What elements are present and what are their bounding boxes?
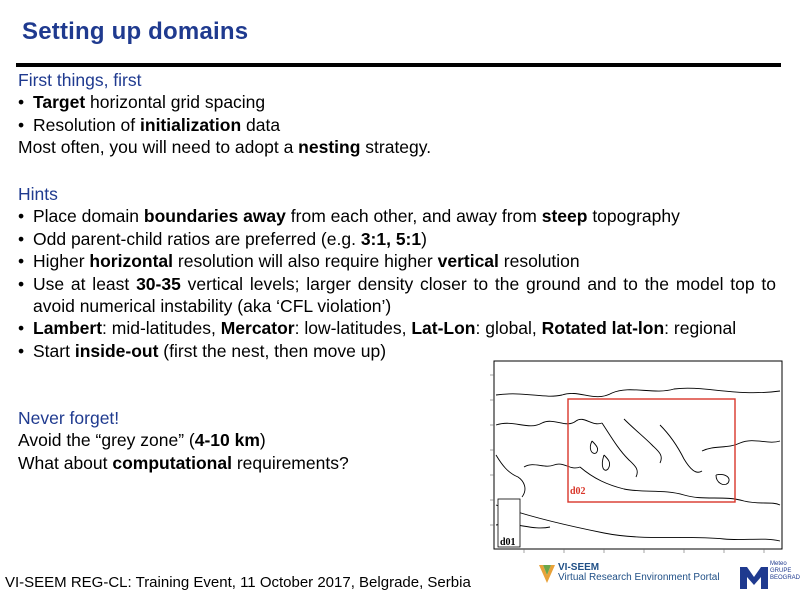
text: Most often, you will need to adopt a xyxy=(18,137,299,158)
bold-text: Mercator xyxy=(220,318,295,339)
bold-text: Rotated lat-lon xyxy=(541,318,665,339)
bold-text: initialization xyxy=(140,114,242,135)
bold-text: computational xyxy=(112,452,232,473)
text: data xyxy=(241,114,281,135)
footer-text: VI-SEEM REG-CL: Training Event, 11 October 2017, Belgrade, Serbia xyxy=(5,574,471,591)
text: vertical levels; larger density closer to the ground and to the model top to avoid numerical instability (aka ‘CFL violation’) xyxy=(33,273,776,317)
list-item xyxy=(18,250,776,272)
section-first-things xyxy=(18,69,638,159)
paragraph xyxy=(18,452,498,474)
bold-text: Lambert xyxy=(33,318,103,339)
list-item xyxy=(18,205,776,227)
text: Use at least xyxy=(33,273,137,294)
meteo-line: Meteo xyxy=(770,561,787,567)
meteo-text xyxy=(770,561,800,582)
paragraph xyxy=(18,136,638,158)
meteo-line: BEOGRAD xyxy=(770,575,800,581)
list-item xyxy=(18,317,776,339)
text: strategy. xyxy=(360,137,432,158)
text: (first the nest, then move up) xyxy=(158,340,387,361)
text: Place domain xyxy=(33,206,144,227)
logo-title: VI-SEEM xyxy=(558,562,600,573)
bold-text: inside-out xyxy=(74,340,159,361)
bold-text: 3:1, 5:1 xyxy=(360,228,422,249)
bold-text: nesting xyxy=(298,137,361,158)
text: requirements? xyxy=(231,452,349,473)
list-item xyxy=(18,91,638,113)
meteo-logo xyxy=(740,561,800,591)
paragraph xyxy=(18,429,498,451)
meteo-line: GRUPE xyxy=(770,568,792,574)
section-heading: Hints xyxy=(18,184,58,204)
list-item xyxy=(18,114,638,136)
bold-text: 4-10 km xyxy=(194,430,260,451)
text: : global, xyxy=(475,318,542,339)
bold-text: horizontal xyxy=(89,251,174,272)
nest-label: d02 xyxy=(570,486,586,497)
text: : low-latitudes, xyxy=(294,318,412,339)
text: resolution xyxy=(498,251,580,272)
text: Odd parent-child ratios are preferred (e.g. xyxy=(33,228,361,249)
text: horizontal grid spacing xyxy=(85,92,266,113)
section-hints xyxy=(18,183,776,362)
bold-text: steep xyxy=(541,206,588,227)
section-heading: First things, first xyxy=(18,70,142,90)
text: Resolution of xyxy=(33,114,141,135)
vi-seem-logo xyxy=(535,561,735,587)
domain-map xyxy=(484,355,786,555)
list-item xyxy=(18,228,776,250)
text: : mid-latitudes, xyxy=(102,318,221,339)
title-divider xyxy=(16,63,781,67)
bold-text: Lat-Lon xyxy=(411,318,476,339)
logo-subtitle: Virtual Research Environment Portal xyxy=(558,572,720,583)
section-heading: Never forget! xyxy=(18,408,120,428)
bold-text: vertical xyxy=(437,251,499,272)
text: Start xyxy=(33,340,75,361)
outer-domain-label: d01 xyxy=(500,537,516,548)
text: Avoid the “grey zone” ( xyxy=(18,430,195,451)
text: topography xyxy=(587,206,680,227)
text: : regional xyxy=(664,318,737,339)
page-title: Setting up domains xyxy=(22,18,249,45)
text: ) xyxy=(259,430,266,451)
section-never-forget xyxy=(18,407,498,474)
bold-text: 30-35 xyxy=(136,273,181,294)
vi-seem-mark-icon xyxy=(537,563,557,585)
text: Higher xyxy=(33,251,90,272)
outer-domain-frame xyxy=(494,361,782,549)
bold-text: boundaries away xyxy=(143,206,286,227)
bold-text: Target xyxy=(33,92,86,113)
meteo-mark-icon xyxy=(740,567,768,589)
text: What about xyxy=(18,452,113,473)
text: from each other, and away from xyxy=(285,206,542,227)
text: ) xyxy=(421,228,427,249)
list-item xyxy=(18,273,776,318)
text: resolution will also require higher xyxy=(173,251,438,272)
